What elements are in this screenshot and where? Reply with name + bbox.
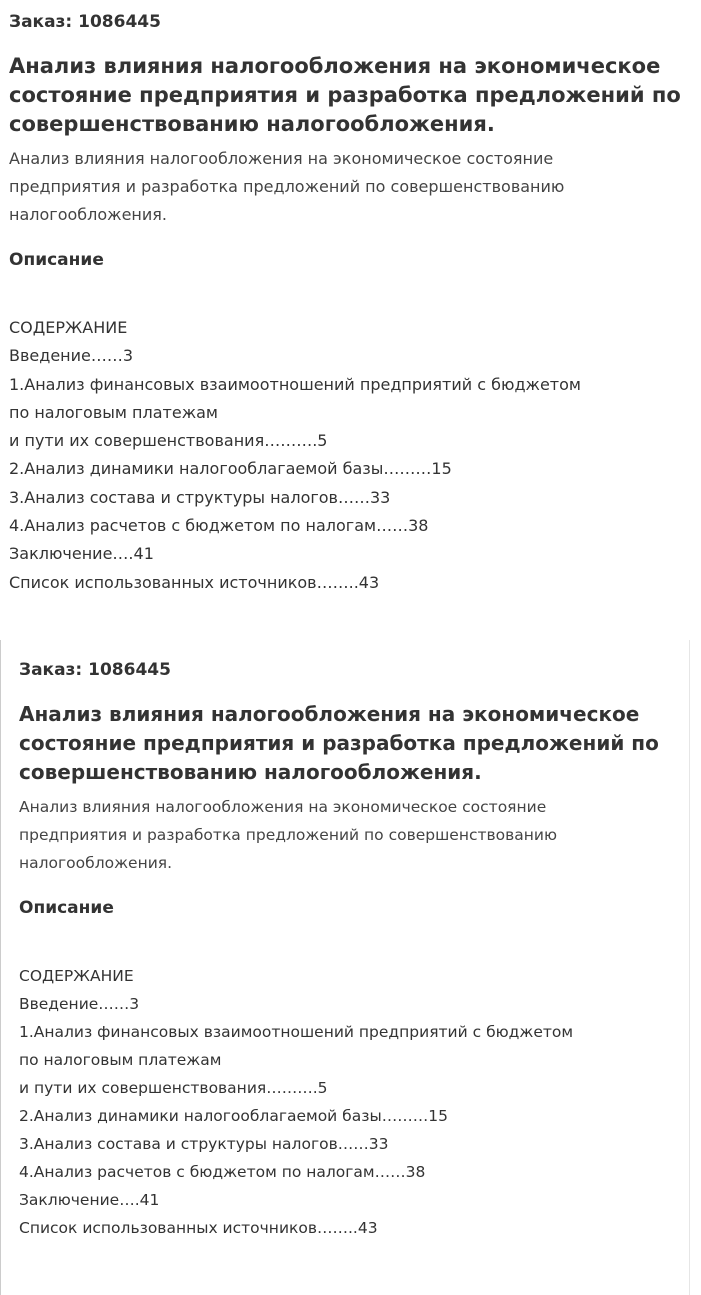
work-subtitle-line: налогообложения. [9, 205, 167, 224]
work-title-line: совершенствованию налогообложения. [9, 112, 495, 136]
work-subtitle-line: предприятия и разработка предложений по совершенствованию [19, 826, 558, 844]
work-subtitle-line: налогообложения. [19, 854, 173, 872]
toc-item: по налоговым платежам [19, 1051, 222, 1069]
work-subtitle [19, 793, 689, 877]
order-card-2 [0, 640, 690, 1295]
toc-item: 3.Анализ состава и структуры налогов……33 [9, 487, 391, 507]
work-subtitle [9, 145, 690, 229]
work-title-line: состояние предприятия и разработка предложений по [19, 731, 659, 755]
toc-item: Список использованных источников……..43 [9, 572, 380, 592]
description-heading: Описание [9, 250, 104, 270]
toc-item: Список использованных источников……..43 [19, 1219, 378, 1237]
work-subtitle-line: предприятия и разработка предложений по совершенствованию [9, 177, 565, 196]
order-number: Заказ: 1086445 [9, 12, 161, 32]
toc-item: по налоговым платежам [9, 402, 218, 422]
toc-item: 2.Анализ динамики налогооблагаемой базы………15 [19, 1107, 448, 1125]
work-title-line: Анализ влияния налогообложения на экономическое [9, 54, 661, 78]
toc-item: 4.Анализ расчетов с бюджетом по налогам……38 [19, 1163, 426, 1181]
order-card-1 [0, 0, 690, 640]
toc-item: и пути их совершенствования……….5 [9, 431, 328, 451]
table-of-contents [19, 962, 689, 1242]
work-title [19, 700, 689, 787]
toc-item: Заключение….41 [19, 1191, 160, 1209]
work-subtitle-line: Анализ влияния налогообложения на экономическое состояние [19, 798, 547, 816]
work-title-line: Анализ влияния налогообложения на экономическое [19, 702, 640, 726]
toc-item: 1.Анализ финансовых взаимоотношений предприятий с бюджетом [9, 374, 581, 394]
toc-item: и пути их совершенствования……….5 [19, 1079, 328, 1097]
work-title-line: состояние предприятия и разработка предложений по [9, 83, 681, 107]
work-title-line: совершенствованию налогообложения. [19, 760, 482, 784]
toc-item: 1.Анализ финансовых взаимоотношений предприятий с бюджетом [19, 1023, 574, 1041]
toc-item: Введение……3 [9, 346, 134, 366]
toc-heading: СОДЕРЖАНИЕ [19, 967, 134, 985]
toc-item: Заключение….41 [9, 544, 154, 564]
toc-item: 4.Анализ расчетов с бюджетом по налогам……38 [9, 516, 429, 536]
toc-item: 2.Анализ динамики налогооблагаемой базы………15 [9, 459, 452, 479]
work-subtitle-line: Анализ влияния налогообложения на экономическое состояние [9, 149, 554, 168]
toc-heading: СОДЕРЖАНИЕ [9, 318, 128, 337]
table-of-contents [9, 314, 690, 597]
order-number: Заказ: 1086445 [19, 660, 171, 680]
toc-item: Введение……3 [19, 995, 140, 1013]
description-heading: Описание [19, 898, 114, 918]
toc-item: 3.Анализ состава и структуры налогов……33 [19, 1135, 389, 1153]
work-title [9, 52, 690, 139]
